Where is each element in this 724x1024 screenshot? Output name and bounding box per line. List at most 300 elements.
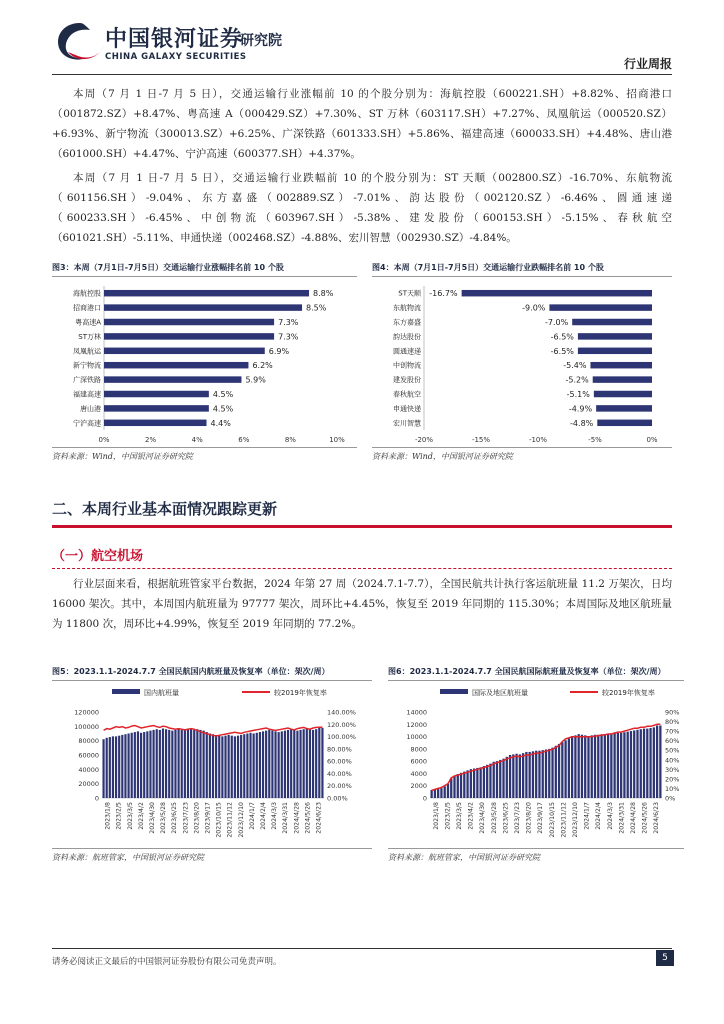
bar <box>104 319 274 325</box>
category-label: 东航物流 <box>393 304 421 313</box>
bar <box>593 376 652 382</box>
right-tick-label: 80% <box>665 718 680 727</box>
x-tick-label: 2024/3/3 <box>271 802 279 830</box>
x-tick-label: 0% <box>646 436 658 444</box>
bar <box>506 757 508 798</box>
left-tick-label: 0 <box>94 794 99 803</box>
x-tick-label: 2023/5/28 <box>160 802 168 834</box>
bar <box>558 744 560 798</box>
x-tick-label: 2024/1/7 <box>583 802 591 830</box>
bar <box>215 735 217 798</box>
x-tick-label: 2023/1/8 <box>432 802 440 830</box>
bar <box>104 376 241 382</box>
x-tick-label: 2023/4/30 <box>479 802 487 834</box>
bar <box>462 290 652 296</box>
bar <box>268 730 270 798</box>
bar <box>109 737 111 798</box>
bar <box>535 751 537 798</box>
bar <box>104 391 209 397</box>
fig6-title-rule <box>388 680 684 681</box>
x-tick-label: 2023/4/30 <box>148 802 156 834</box>
category-label: 东方嘉盛 <box>393 318 421 327</box>
bar <box>649 728 651 798</box>
bar <box>604 734 606 798</box>
x-tick-label: 2023/10/15 <box>215 802 223 838</box>
bar <box>646 729 648 798</box>
category-label: 新宁物流 <box>73 361 101 370</box>
bar <box>218 736 220 798</box>
bar <box>499 760 501 798</box>
bar <box>259 732 261 798</box>
x-tick-label: 2023/9/17 <box>537 802 545 834</box>
bar <box>549 304 652 310</box>
fig4-losers-chart <box>372 280 672 445</box>
x-tick-label: 2023/4/2 <box>137 802 145 830</box>
x-tick-label: -20% <box>414 436 434 444</box>
right-tick-label: 40.00% <box>327 769 352 778</box>
bar <box>134 732 136 798</box>
data-label: 4.5% <box>212 390 234 399</box>
bar <box>581 735 583 798</box>
x-tick-label: 2024/2/4 <box>259 802 267 830</box>
right-tick-label: 30% <box>665 765 680 774</box>
x-tick-label: 2023/2/5 <box>115 802 123 830</box>
data-label: -4.8% <box>570 418 594 428</box>
section-title: 二、本周行业基本面情况跟踪更新 <box>52 500 278 518</box>
category-label: 圆通速递 <box>393 347 421 356</box>
right-tick-label: 80.00% <box>327 745 352 754</box>
x-tick-label: 4% <box>191 436 203 444</box>
bar <box>529 752 531 798</box>
fig3-title: 图3：本周（7月1日-7月5日）交通运输行业涨幅排名前 10 个股 <box>52 263 284 272</box>
bar <box>140 733 142 798</box>
bar <box>312 730 314 798</box>
data-label: 4.4% <box>210 418 231 428</box>
bar <box>228 735 230 798</box>
brand-name: 中国银河证券 <box>105 27 244 52</box>
bar <box>184 729 186 798</box>
fig6-source: 资料来源：航班管家，中国银河证券研究院 <box>388 853 540 862</box>
x-tick-label: 2023/10/15 <box>548 802 556 838</box>
data-label: 8.8% <box>313 289 334 299</box>
x-tick-label: 2023/2/5 <box>444 802 452 830</box>
x-tick-label: 2023/8/20 <box>193 802 201 834</box>
category-label: 招商港口 <box>73 304 101 313</box>
left-tick-label: 12000 <box>406 720 427 729</box>
x-tick-label: 2023/9/17 <box>204 802 212 834</box>
bar <box>293 730 295 798</box>
x-tick-label: 2024/3/31 <box>618 802 626 834</box>
right-tick-label: 40% <box>665 756 680 765</box>
legend-swatch-bars <box>112 689 140 694</box>
bar <box>515 754 517 798</box>
bar <box>548 749 550 798</box>
fig3-gainers-chart <box>52 280 357 445</box>
right-tick-label: 50% <box>665 746 680 755</box>
category-label: 海航控股 <box>73 289 101 298</box>
x-tick-label: 2023/3/5 <box>456 802 463 830</box>
x-tick-label: 2023/12/10 <box>237 802 245 838</box>
category-label: 宏川智慧 <box>393 419 421 428</box>
bar <box>584 735 586 798</box>
x-tick-label: 2024/3/31 <box>282 802 290 834</box>
bar <box>102 739 104 798</box>
bar <box>193 730 195 798</box>
x-tick-label: 2023/4/2 <box>467 802 475 830</box>
x-tick-label: 2023/6/25 <box>171 802 179 834</box>
x-tick-label: 2023/8/20 <box>525 802 533 834</box>
bar <box>430 790 432 798</box>
right-tick-label: 20.00% <box>327 782 352 791</box>
aviation-paragraph: 行业层面来看，根据航班管家平台数据，2024 年第 27 周（2024.7.1-7.7），全国民航共计执行客运航班量 11.2 万架次，日均 16000 架次。其中，本周国内航班量为 97777 架次，周环比+4.45%，恢复至 2019 年同期的 115.30%；本周国际及地区航班量为 11800 次，周环比+4.99%，恢复至 2019 年同期的 77.2%。 <box>52 578 672 630</box>
institute-name: 研究院 <box>240 33 282 49</box>
bar <box>627 732 629 798</box>
page-header <box>0 0 724 78</box>
category-label: 建发股份 <box>393 376 421 385</box>
category-label: 凤凰航运 <box>73 347 101 356</box>
fig5-title-rule <box>52 680 372 681</box>
bar <box>463 772 465 798</box>
data-label: -7.0% <box>544 318 569 327</box>
bar <box>143 732 145 798</box>
legend-label-line: 较2019年恢复率 <box>602 689 655 697</box>
bar <box>115 736 117 798</box>
bar <box>512 754 514 798</box>
bar <box>453 776 455 798</box>
bar <box>470 769 472 798</box>
category-label: 韵达股份 <box>393 332 421 341</box>
left-tick-label: 6000 <box>410 757 427 766</box>
bar <box>274 731 276 798</box>
bar <box>594 735 596 798</box>
subsection-rule <box>52 568 672 569</box>
x-tick-label: 8% <box>284 436 296 444</box>
left-tick-label: 80000 <box>78 737 99 746</box>
bar <box>607 734 609 798</box>
x-tick-label: 2023/6/25 <box>502 802 510 834</box>
bar <box>525 752 527 798</box>
bar <box>281 731 283 798</box>
bar <box>643 729 645 798</box>
x-tick-label: 2023/3/5 <box>126 802 134 830</box>
legend-label-line: 较2019年恢复率 <box>274 689 327 697</box>
left-tick-label: 2000 <box>410 782 427 791</box>
category-label: 宁沪高速 <box>73 419 101 428</box>
bar <box>299 730 301 798</box>
category-label: ST万林 <box>78 332 101 341</box>
bar <box>309 729 311 798</box>
bar <box>591 735 593 798</box>
left-tick-label: 40000 <box>78 765 99 774</box>
bar <box>578 333 652 339</box>
bar <box>162 728 164 798</box>
left-tick-label: 120000 <box>74 708 99 717</box>
x-tick-label: 2024/1/7 <box>248 802 256 830</box>
bar <box>551 748 553 798</box>
fig4-bottom-rule <box>372 447 672 448</box>
legend-label-bars: 国内航班量 <box>144 689 179 697</box>
bar <box>483 766 485 798</box>
bar <box>630 731 632 798</box>
bar <box>212 734 214 798</box>
bar <box>287 730 289 798</box>
fig6-title: 图6：2023.1.1-2024.7.7 全国民航国际航班量及恢复率（单位：架次/周） <box>388 667 666 676</box>
x-tick-label: 2024/6/23 <box>315 802 323 834</box>
bar <box>240 735 242 798</box>
bar <box>104 304 302 310</box>
bar <box>574 735 576 798</box>
bar <box>106 738 108 798</box>
bar <box>231 736 233 798</box>
bar <box>617 733 619 798</box>
galaxy-logo-icon <box>50 18 110 68</box>
bar <box>437 789 439 798</box>
data-label: -9.0% <box>522 303 546 313</box>
bar <box>253 734 255 799</box>
category-label: 粤高速A <box>75 318 101 327</box>
right-tick-label: 120.00% <box>327 720 356 729</box>
report-type: 行业周报 <box>623 57 672 71</box>
bar <box>265 731 267 798</box>
bar <box>447 784 449 798</box>
left-tick-label: 8000 <box>410 745 427 754</box>
bar <box>321 728 323 798</box>
top-losers-paragraph: 本周（7 月 1 日-7 月 5 日），交通运输行业跌幅前 10 的个股分别为：ST 天顺（002800.SZ）-16.70%、东航物流（601156.SH）-9.04%、东方嘉盛（002889.SZ）-7.01%、韵达股份（002120.SZ）-6.46%、圆通速递（600233.SH）-6.45%、中创物流（603967.SH）-5.38%、建发股份（600153.SH）-5.15%、春秋航空（601021.SH）-5.11%、申通快递（002468.SZ）-4.88%、宏川智慧（002930.SZ）-4.84%。 <box>52 172 672 244</box>
bar <box>636 730 638 798</box>
bar <box>104 333 274 339</box>
data-label: -5.1% <box>566 390 590 399</box>
x-tick-label: 2024/3/3 <box>606 802 614 830</box>
category-label: 申通快递 <box>393 404 421 413</box>
x-tick-label: 2023/11/12 <box>560 802 568 838</box>
bar <box>597 735 599 798</box>
bar <box>600 735 602 798</box>
x-tick-label: 2024/6/23 <box>653 802 661 834</box>
bar <box>568 738 570 798</box>
bar <box>168 730 170 798</box>
bar <box>131 733 133 798</box>
right-tick-label: 0% <box>665 794 676 803</box>
bar <box>587 736 589 798</box>
right-tick-label: 140.00% <box>327 708 356 717</box>
bar <box>532 751 534 798</box>
bar <box>610 734 612 799</box>
bar <box>578 734 580 798</box>
x-tick-label: 2023/7/23 <box>182 802 190 834</box>
fig6-international-flights-chart <box>388 684 684 846</box>
data-label: -5.4% <box>563 361 587 371</box>
bar <box>460 773 462 798</box>
x-tick-label: 2024/5/26 <box>641 802 649 834</box>
bar <box>489 764 491 798</box>
bar <box>480 767 482 798</box>
bar <box>613 734 615 799</box>
x-tick-label: 10% <box>329 436 345 444</box>
fig4-title: 图4：本周（7月1日-7月5日）交通运输行业跌幅排名前 10 个股 <box>372 263 604 272</box>
top-gainers-paragraph: 本周（7 月 1 日-7 月 5 日），交通运输行业涨幅前 10 的个股分别为：海航控股（600221.SH）+8.82%、招商港口（001872.SZ）+8.47%、粤高速 A（000429.SZ）+7.30%、ST 万林（603117.SH）+7.27%、凤凰航运（000520.SZ）+6.93%、新宁物流（300013.SZ）+6.25%、广深铁路（601333.SH）+5.86%、福建高速（600033.SH）+4.48%、唐山港（601000.SH）+4.47%、宁沪高速（600377.SH）+4.37%。 <box>52 88 672 160</box>
bar <box>104 348 265 354</box>
right-tick-label: 10% <box>665 784 680 793</box>
bar <box>640 729 642 798</box>
left-tick-label: 10000 <box>406 733 427 742</box>
legend-label-bars: 国际及地区航班量 <box>472 689 528 697</box>
x-tick-label: 2024/2/4 <box>595 802 603 830</box>
bar <box>165 729 167 798</box>
bar <box>127 734 129 799</box>
bar <box>434 789 436 798</box>
x-tick-label: 2023/11/12 <box>226 802 234 838</box>
data-label: -5.2% <box>565 375 589 385</box>
bar <box>444 786 446 798</box>
data-label: -16.7% <box>429 289 458 299</box>
bar <box>303 729 305 798</box>
fig4-source: 资料来源：Wind，中国银河证券研究院 <box>372 452 513 461</box>
bar <box>542 750 544 798</box>
bar <box>209 734 211 799</box>
subsection-title: （一）航空机场 <box>52 549 144 564</box>
bar <box>450 778 452 798</box>
x-tick-label: 2% <box>145 436 157 444</box>
bar <box>199 730 201 798</box>
left-tick-label: 0 <box>422 794 427 803</box>
bar <box>502 759 504 798</box>
data-label: -6.5% <box>550 346 574 356</box>
bar <box>656 726 658 798</box>
fig3-title-rule <box>52 276 357 277</box>
category-label: 福建高速 <box>73 390 101 399</box>
bar <box>653 727 655 798</box>
x-tick-label: -5% <box>588 436 602 444</box>
fig5-bottom-rule <box>52 848 372 849</box>
right-tick-label: 0.00% <box>327 794 348 803</box>
right-tick-label: 20% <box>665 775 680 784</box>
bar <box>112 736 114 798</box>
bar <box>296 731 298 798</box>
bar <box>440 788 442 798</box>
bar <box>249 733 251 798</box>
bar <box>104 405 209 411</box>
bar <box>178 729 180 798</box>
category-label: 中创物流 <box>393 361 421 370</box>
x-tick-label: 2023/7/23 <box>514 802 521 834</box>
data-label: 8.5% <box>306 303 327 313</box>
data-label: 5.9% <box>245 375 266 385</box>
bar <box>538 751 540 798</box>
bar <box>555 746 557 798</box>
bar <box>137 731 139 798</box>
x-tick-label: 2024/4/28 <box>630 802 637 834</box>
category-label: ST天顺 <box>398 289 421 298</box>
bar <box>496 761 498 798</box>
bar <box>121 735 123 798</box>
bar <box>196 729 198 798</box>
bar <box>206 732 208 798</box>
right-tick-label: 70% <box>665 727 680 736</box>
bar <box>596 405 652 411</box>
bar <box>564 740 566 798</box>
bar <box>306 728 308 798</box>
bar <box>659 726 661 798</box>
bar <box>104 362 248 368</box>
bar <box>174 730 176 798</box>
bar <box>318 728 320 798</box>
bar <box>262 731 264 798</box>
left-tick-label: 20000 <box>78 780 99 789</box>
bar <box>104 420 207 426</box>
bar <box>597 420 652 426</box>
bar <box>519 754 521 798</box>
bar <box>457 774 459 798</box>
bar <box>243 734 245 798</box>
bar <box>149 731 151 798</box>
bar <box>190 729 192 798</box>
data-label: -4.9% <box>568 404 593 414</box>
bar <box>290 729 292 798</box>
data-label: 6.9% <box>268 346 290 356</box>
x-tick-label: 6% <box>238 436 250 444</box>
bar <box>237 736 239 798</box>
bar <box>633 730 635 798</box>
bar <box>124 734 126 798</box>
bar <box>476 768 478 798</box>
bar <box>623 732 625 798</box>
category-label: 唐山港 <box>80 404 101 413</box>
footer-divider <box>52 948 672 949</box>
x-tick-label: 2024/5/26 <box>304 802 312 834</box>
bar <box>561 742 563 798</box>
bar <box>594 391 652 397</box>
x-tick-label: 2023/1/8 <box>104 802 112 830</box>
left-tick-label: 100000 <box>74 722 99 731</box>
left-tick-label: 60000 <box>78 751 99 760</box>
bar <box>256 733 258 798</box>
category-label: 春秋航空 <box>393 390 421 399</box>
right-tick-label: 100.00% <box>327 733 356 742</box>
bar <box>284 731 286 798</box>
bar <box>221 736 223 798</box>
bar <box>156 729 158 798</box>
bar <box>271 731 273 798</box>
bar <box>486 765 488 798</box>
bar <box>171 731 173 798</box>
fig5-domestic-flights-chart <box>52 684 372 846</box>
data-label: -6.5% <box>550 332 574 342</box>
right-tick-label: 60.00% <box>327 757 352 766</box>
bar <box>509 755 511 798</box>
fig6-bottom-rule <box>388 848 684 849</box>
bar <box>234 736 236 798</box>
fig3-source: 资料来源：Wind，中国银河证券研究院 <box>52 452 193 461</box>
page-number: 5 <box>656 950 674 966</box>
bar <box>578 348 652 354</box>
data-label: 7.3% <box>278 332 299 342</box>
bar <box>118 736 120 798</box>
bar <box>159 730 161 798</box>
x-tick-label: 0% <box>98 436 110 444</box>
brand-name-en: CHINA GALAXY SECURITIES <box>105 52 247 62</box>
fig5-source: 资料来源：航班管家，中国银河证券研究院 <box>52 853 204 862</box>
data-label: 7.3% <box>278 318 299 327</box>
bar <box>146 731 148 798</box>
bar <box>278 732 280 798</box>
data-label: 6.2% <box>252 361 273 371</box>
bar <box>181 730 183 798</box>
fig3-bottom-rule <box>52 447 357 448</box>
section-title-bar <box>52 525 672 528</box>
bar <box>466 770 468 798</box>
fig4-title-rule <box>372 276 672 277</box>
x-tick-label: 2024/4/28 <box>293 802 301 834</box>
